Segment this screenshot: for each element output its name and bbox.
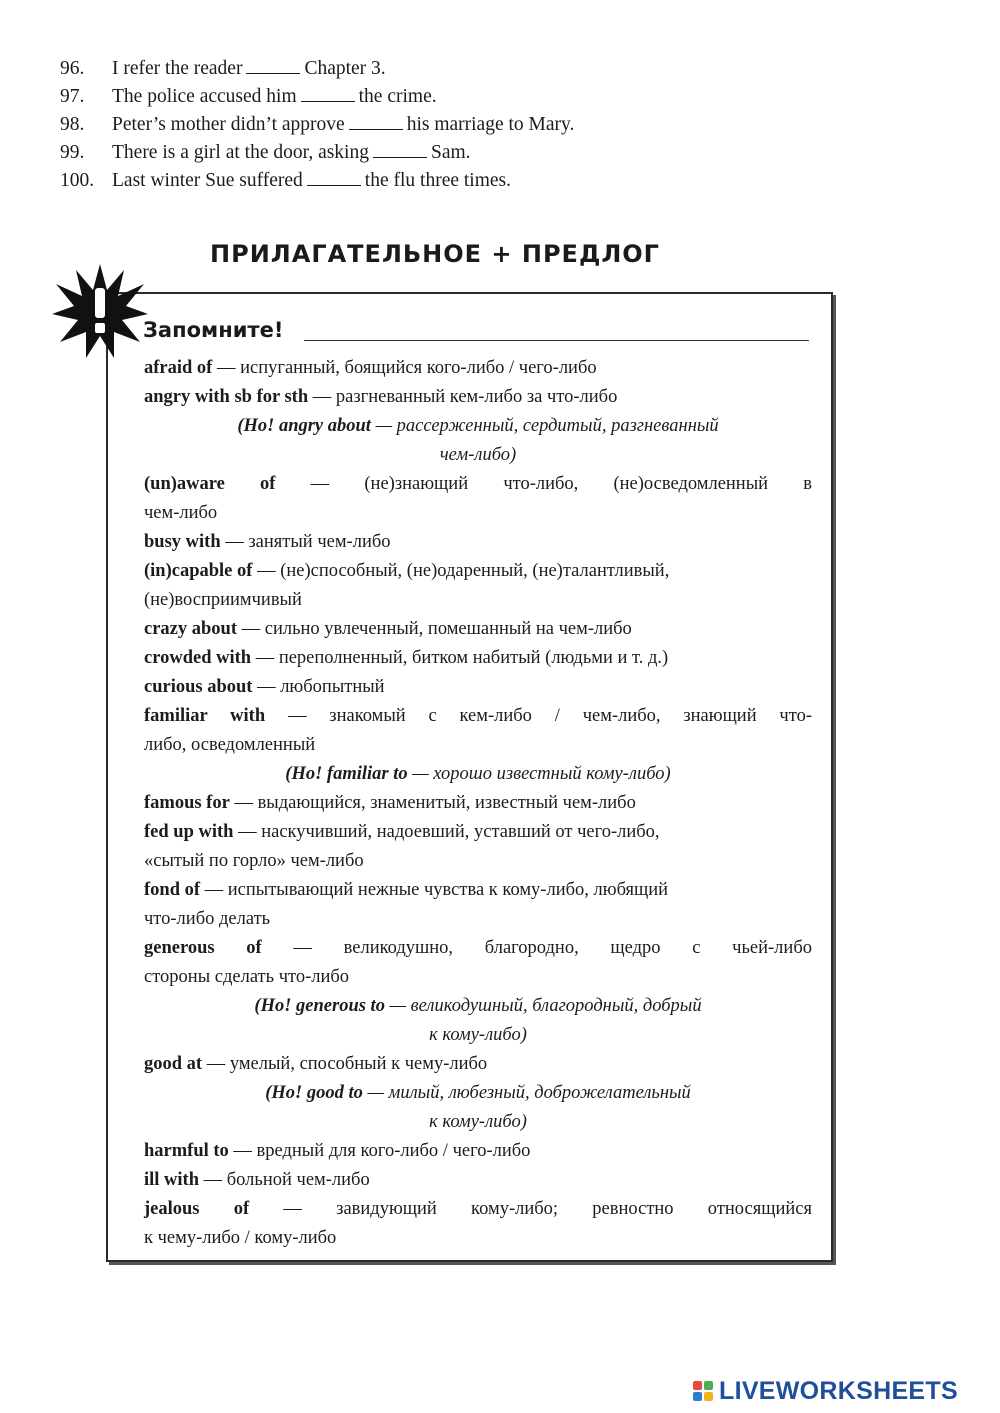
entry-term: fed up with: [144, 822, 234, 842]
entry-continued: [144, 1224, 812, 1253]
entry-term: fond of: [144, 880, 201, 900]
exercise-item: [60, 139, 574, 167]
entry-definition: «сытый по горло» чем-либо: [144, 851, 364, 871]
entry-continued: [144, 499, 812, 528]
exercise-text-after: the crime.: [358, 86, 437, 107]
vocabulary-list: [144, 354, 812, 1253]
exercise-text-after: Chapter 3.: [304, 58, 386, 79]
vocab-entry: [144, 615, 812, 644]
exercise-number: 98.: [60, 114, 85, 135]
entry-definition: — сильно увлеченный, помешанный на чем-либо: [237, 619, 632, 639]
entry-note-continued: [144, 1108, 812, 1137]
vocab-entry: [144, 1195, 812, 1224]
logo-text: LIVEWORKSHEETS: [719, 1376, 958, 1405]
exercise-number: 100.: [60, 170, 95, 191]
entry-term: angry with sb for sth: [144, 387, 309, 407]
entry-definition: — завидующий кому-либо; ревностно относящийся: [249, 1199, 812, 1219]
logo-icon: [693, 1381, 713, 1401]
exercise-list: [60, 55, 574, 195]
entry-definition: — любопытный: [252, 677, 385, 697]
section-title: ПРИЛАГАТЕЛЬНОЕ + ПРЕДЛОГ: [210, 240, 660, 268]
entry-continued: [144, 586, 812, 615]
entry-term: curious about: [144, 677, 253, 697]
answer-blank[interactable]: [301, 83, 355, 102]
vocab-entry: [144, 789, 812, 818]
exercise-item: [60, 111, 574, 139]
entry-term: ill with: [144, 1170, 199, 1190]
note-definition: чем-либо): [439, 445, 517, 465]
entry-note: [144, 992, 812, 1021]
entry-definition: чем-либо: [144, 503, 218, 523]
entry-definition: — испуганный, боящийся кого-либо / чего-либо: [212, 358, 597, 378]
exercise-text-before: I refer the reader: [112, 58, 243, 79]
note-definition: — великодушный, благородный, добрый: [384, 996, 702, 1016]
entry-definition: — наскучивший, надоевший, уставший от чего-либо,: [233, 822, 660, 842]
entry-definition: к чему-либо / кому-либо: [144, 1228, 337, 1248]
entry-note: [144, 1079, 812, 1108]
liveworksheets-logo[interactable]: [693, 1377, 958, 1405]
entry-definition: — (не)знающий что-либо, (не)осведомленный в: [275, 474, 812, 494]
entry-term: famous for: [144, 793, 230, 813]
vocab-entry: [144, 354, 812, 383]
vocab-entry: [144, 673, 812, 702]
answer-blank[interactable]: [246, 55, 300, 74]
vocab-entry: [144, 1050, 812, 1079]
entry-definition: — разгневанный кем-либо за что-либо: [308, 387, 618, 407]
entry-term: good at: [144, 1054, 203, 1074]
entry-term: crazy about: [144, 619, 237, 639]
entry-continued: [144, 905, 812, 934]
exercise-text-after: his marriage to Mary.: [406, 114, 575, 135]
vocab-entry: [144, 934, 812, 963]
vocab-entry: [144, 1166, 812, 1195]
vocab-entry: [144, 1137, 812, 1166]
entry-continued: [144, 731, 812, 760]
entry-term: generous of: [144, 938, 262, 958]
entry-definition: — выдающийся, знаменитый, известный чем-либо: [229, 793, 636, 813]
exercise-text-after: Sam.: [430, 142, 471, 163]
entry-note-continued: [144, 1021, 812, 1050]
answer-blank[interactable]: [373, 139, 427, 158]
note-term: (Но! good to: [265, 1083, 363, 1103]
entry-definition: — занятый чем-либо: [220, 532, 391, 552]
note-term: (Но! familiar to: [285, 764, 408, 784]
entry-note: [144, 412, 812, 441]
vocab-entry: [144, 702, 812, 731]
entry-term: jealous of: [144, 1199, 250, 1219]
entry-definition: что-либо делать: [144, 909, 271, 929]
exercise-item: [60, 55, 574, 83]
answer-blank[interactable]: [349, 111, 403, 130]
entry-term: familiar with: [144, 706, 266, 726]
note-definition: — милый, любезный, доброжелательный: [362, 1083, 691, 1103]
exercise-text-before: Last winter Sue suffered: [112, 170, 303, 191]
entry-term: afraid of: [144, 358, 213, 378]
entry-definition: либо, осведомленный: [144, 735, 316, 755]
exercise-text-before: Peter’s mother didn’t approve: [112, 114, 345, 135]
heading-underline: [304, 340, 809, 341]
entry-definition: стороны сделать что-либо: [144, 967, 350, 987]
entry-note: [144, 760, 812, 789]
entry-term: harmful to: [144, 1141, 229, 1161]
entry-definition: — знакомый с кем-либо / чем-либо, знающий что-: [265, 706, 812, 726]
entry-definition: — умелый, способный к чему-либо: [202, 1054, 488, 1074]
note-term: (Но! angry about: [237, 416, 371, 436]
entry-term: crowded with: [144, 648, 252, 668]
entry-continued: [144, 963, 812, 992]
entry-term: (un)aware of: [144, 474, 276, 494]
exercise-item: [60, 167, 574, 195]
entry-continued: [144, 847, 812, 876]
note-definition: к кому-либо): [429, 1112, 527, 1132]
entry-definition: — вредный для кого-либо / чего-либо: [228, 1141, 531, 1161]
exercise-text-after: the flu three times.: [364, 170, 511, 191]
entry-definition: — испытывающий нежные чувства к кому-либо, любящий: [200, 880, 669, 900]
vocab-entry: [144, 557, 812, 586]
entry-term: (in)capable of: [144, 561, 253, 581]
exercise-text-before: There is a girl at the door, asking: [112, 142, 369, 163]
vocab-entry: [144, 383, 812, 412]
vocab-entry: [144, 528, 812, 557]
note-definition: — рассерженный, сердитый, разгневанный: [370, 416, 719, 436]
vocab-entry: [144, 876, 812, 905]
entry-definition: — великодушно, благородно, щедро с чьей-либо: [261, 938, 812, 958]
entry-definition: — переполненный, битком набитый (людьми и т. д.): [251, 648, 669, 668]
vocab-entry: [144, 818, 812, 847]
note-term: (Но! generous to: [254, 996, 385, 1016]
exercise-number: 99.: [60, 142, 85, 163]
remember-heading: Запомните!: [143, 318, 284, 342]
entry-definition: — больной чем-либо: [199, 1170, 370, 1190]
entry-term: busy with: [144, 532, 221, 552]
entry-definition: (не)восприимчивый: [144, 590, 302, 610]
entry-note-continued: [144, 441, 812, 470]
vocab-entry: [144, 470, 812, 499]
note-definition: — хорошо известный кому-либо): [407, 764, 671, 784]
vocab-entry: [144, 644, 812, 673]
entry-definition: — (не)способный, (не)одаренный, (не)талантливый,: [252, 561, 670, 581]
answer-blank[interactable]: [307, 167, 361, 186]
note-definition: к кому-либо): [429, 1025, 527, 1045]
exercise-number: 97.: [60, 86, 85, 107]
exercise-text-before: The police accused him: [112, 86, 297, 107]
exercise-number: 96.: [60, 58, 85, 79]
exclamation-starburst-icon: [52, 262, 148, 358]
exercise-item: [60, 83, 574, 111]
